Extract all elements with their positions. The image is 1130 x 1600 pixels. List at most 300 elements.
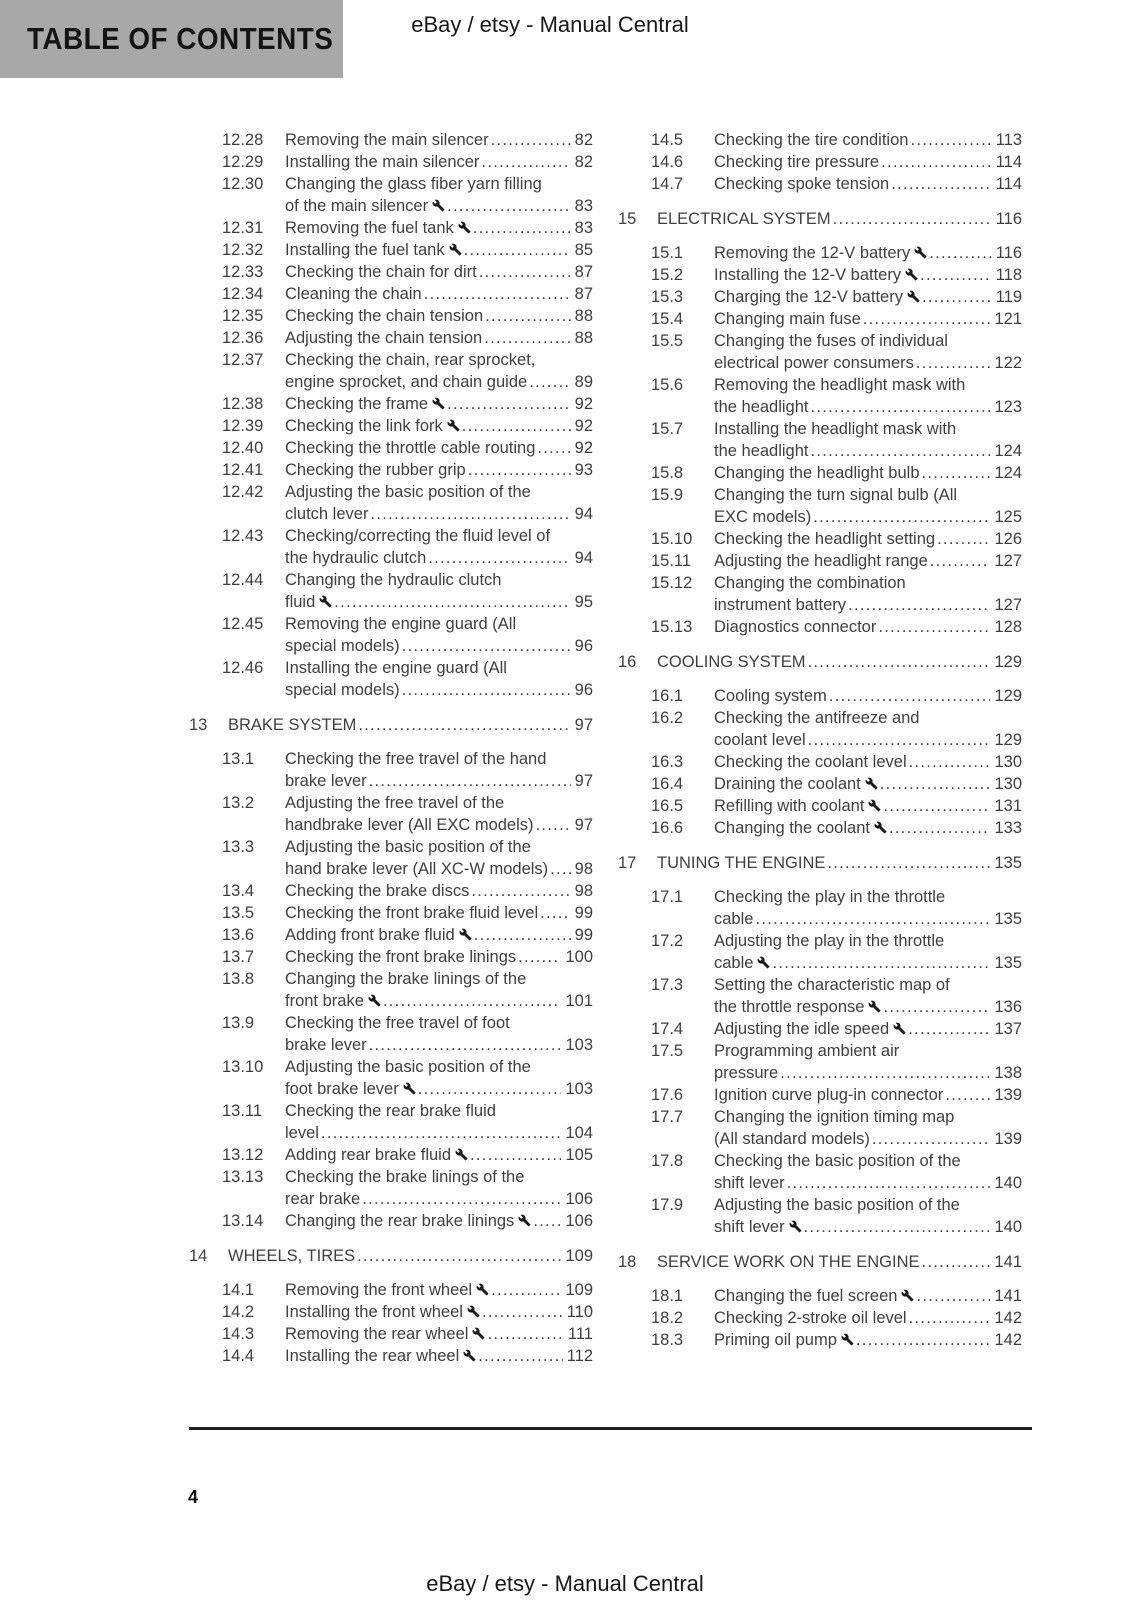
wrench-icon: [459, 928, 472, 941]
toc-entry-body: [714, 1106, 1022, 1150]
toc-entry-title: Installing the 12-V battery: [714, 264, 918, 286]
toc-entry-title: COOLING SYSTEM: [657, 653, 806, 671]
toc-entry-number: 17: [618, 854, 637, 872]
toc-entry-line: Setting the characteristic map of: [714, 976, 950, 994]
toc-item-entry: [189, 880, 593, 902]
toc-entry-body: [657, 1251, 1022, 1273]
toc-item-entry: [189, 569, 593, 613]
toc-entry-last-line: [285, 591, 593, 613]
toc-entry-page: 128: [994, 618, 1022, 636]
toc-entry-title: brake lever: [285, 1036, 367, 1054]
dot-leader: [428, 547, 570, 569]
toc-entry-line: Checking/correcting the fluid level of: [285, 527, 551, 545]
toc-entry-line: Checking the rear brake fluid: [285, 1102, 496, 1120]
toc-entry-line: Adjusting the basic position of the: [285, 838, 531, 856]
toc-item-entry: [189, 1166, 593, 1210]
toc-item-entry: [618, 418, 1022, 462]
toc-entry-last-line: [714, 594, 1022, 616]
toc-entry-last-line: [714, 242, 1022, 264]
toc-entry-body: [714, 1084, 1022, 1106]
toc-entry-page: 87: [574, 285, 593, 303]
dot-leader: [358, 714, 570, 736]
toc-entry-number: 14.4: [222, 1347, 255, 1365]
toc-entry-title: Removing the fuel tank: [285, 217, 471, 239]
toc-entry-page: 142: [994, 1309, 1022, 1327]
toc-entry-number: 16.6: [651, 819, 684, 837]
toc-entry-body: [285, 1301, 593, 1323]
toc-entry-page: 103: [565, 1036, 593, 1054]
toc-item-entry: [618, 974, 1022, 1018]
toc-entry-last-line: [285, 547, 593, 569]
dot-leader: [811, 396, 991, 418]
toc-item-entry: [618, 550, 1022, 572]
toc-entry-body: [714, 374, 1022, 418]
toc-entry-body: [714, 462, 1022, 484]
toc-entry-line: Changing the hydraulic clutch: [285, 571, 502, 589]
toc-entry-title: Removing the rear wheel: [285, 1323, 485, 1345]
toc-entry-page: 135: [994, 854, 1022, 872]
toc-entry-last-line: [285, 195, 593, 217]
toc-entry-title: fluid: [285, 591, 332, 613]
dot-leader: [891, 173, 991, 195]
toc-entry-page: 140: [994, 1218, 1022, 1236]
toc-entry-page: 105: [565, 1146, 593, 1164]
toc-entry-page: 99: [574, 904, 593, 922]
toc-item-entry: [618, 817, 1022, 839]
toc-entry-body: [285, 1166, 593, 1210]
dot-leader: [529, 371, 570, 393]
dot-leader: [402, 679, 571, 701]
toc-entry-title: WHEELS, TIRES: [228, 1247, 356, 1265]
page-title: TABLE OF CONTENTS: [27, 21, 334, 56]
dot-leader: [471, 880, 570, 902]
toc-entry-body: [285, 305, 593, 327]
toc-entry-title: Changing the fuel screen: [714, 1285, 914, 1307]
toc-entry-last-line: [285, 902, 593, 924]
toc-item-entry: [189, 1323, 593, 1345]
toc-entry-last-line: [714, 1128, 1022, 1150]
toc-entry-title: pressure: [714, 1064, 779, 1082]
toc-entry-last-line: [714, 151, 1022, 173]
toc-entry-body: [285, 349, 593, 393]
dot-leader: [491, 1279, 561, 1301]
toc-entry-body: [285, 327, 593, 349]
dot-leader: [482, 1301, 563, 1323]
toc-entry-number: 14.3: [222, 1325, 255, 1343]
toc-entry-line: Installing the engine guard (All: [285, 659, 507, 677]
toc-entry-line: Removing the engine guard (All: [285, 615, 517, 633]
dot-leader: [780, 1062, 990, 1084]
dot-leader: [910, 129, 991, 151]
toc-item-entry: [189, 657, 593, 701]
toc-entry-title: Checking the tire condition: [714, 131, 909, 149]
toc-entry-last-line: [285, 1345, 593, 1367]
toc-entry-title: electrical power consumers: [714, 354, 914, 372]
toc-entry-body: [714, 707, 1022, 751]
toc-entry-title: Checking the link fork: [285, 415, 460, 437]
toc-entry-number: 15.2: [651, 266, 684, 284]
toc-entry-title: Draining the coolant: [714, 773, 878, 795]
toc-entry-page: 88: [574, 329, 593, 347]
toc-entry-last-line: [657, 852, 1022, 874]
toc-item-entry: [618, 1040, 1022, 1084]
toc-entry-body: [285, 1323, 593, 1345]
toc-entry-title: cable: [714, 952, 770, 974]
toc-entry-last-line: [285, 946, 593, 968]
toc-entry-page: 94: [574, 505, 593, 523]
toc-entry-page: 101: [565, 992, 593, 1010]
toc-entry-last-line: [714, 996, 1022, 1018]
toc-entry-line: Programming ambient air: [714, 1042, 900, 1060]
toc-entry-line: Checking the antifreeze and: [714, 709, 920, 727]
toc-entry-number: 12.34: [222, 285, 264, 303]
toc-entry-body: [285, 836, 593, 880]
toc-entry-page: 139: [994, 1130, 1022, 1148]
toc-entry-body: [285, 946, 593, 968]
toc-item-entry: [618, 616, 1022, 638]
dot-leader: [916, 1285, 990, 1307]
toc-entry-page: 83: [574, 219, 593, 237]
toc-entry-title: Checking the front brake linings: [285, 948, 517, 966]
toc-item-entry: [189, 1301, 593, 1323]
toc-entry-title: the throttle response: [714, 996, 881, 1018]
toc-entry-body: [657, 852, 1022, 874]
dot-leader: [872, 1128, 991, 1150]
wrench-icon: [458, 221, 471, 234]
toc-item-entry: [618, 374, 1022, 418]
toc-entry-last-line: [714, 795, 1022, 817]
dot-leader: [883, 795, 990, 817]
toc-entry-number: 17.4: [651, 1020, 684, 1038]
toc-entry-last-line: [714, 1172, 1022, 1194]
toc-entry-line: Checking the brake linings of the: [285, 1168, 525, 1186]
toc-item-entry: [618, 773, 1022, 795]
toc-item-entry: [189, 217, 593, 239]
toc-entry-number: 12.39: [222, 417, 264, 435]
toc-entry-page: 122: [994, 354, 1022, 372]
toc-entry-last-line: [714, 308, 1022, 330]
toc-item-entry: [618, 1106, 1022, 1150]
dot-leader: [537, 437, 570, 459]
toc-entry-line: Checking the free travel of foot: [285, 1014, 510, 1032]
toc-entry-title: Checking the throttle cable routing: [285, 439, 536, 457]
toc-entry-last-line: [714, 817, 1022, 839]
toc-entry-number: 12.44: [222, 571, 264, 589]
toc-entry-page: 127: [994, 596, 1022, 614]
toc-entry-number: 13.14: [222, 1212, 264, 1230]
toc-column-left: [189, 129, 593, 1367]
wrench-icon: [476, 1283, 489, 1296]
toc-entry-last-line: [285, 814, 593, 836]
toc-entry-body: [714, 286, 1022, 308]
toc-entry-number: 14.1: [222, 1281, 255, 1299]
toc-entry-title: Adding rear brake fluid: [285, 1144, 468, 1166]
toc-entry-page: 111: [567, 1325, 593, 1343]
toc-entry-title: ELECTRICAL SYSTEM: [657, 210, 831, 228]
dot-leader: [811, 440, 991, 462]
toc-entry-number: 13.3: [222, 838, 255, 856]
toc-entry-number: 13.2: [222, 794, 255, 812]
toc-section-entry: [618, 1251, 1022, 1273]
dot-leader: [878, 616, 990, 638]
toc-entry-last-line: [285, 415, 593, 437]
toc-entry-page: 95: [574, 593, 593, 611]
toc-item-entry: [618, 308, 1022, 330]
toc-item-entry: [189, 613, 593, 657]
dot-leader: [908, 1018, 990, 1040]
toc-entry-number: 15.11: [651, 552, 692, 570]
toc-entry-body: [714, 930, 1022, 974]
toc-entry-page: 109: [565, 1247, 593, 1265]
toc-entry-number: 17.7: [651, 1108, 684, 1126]
toc-entry-number: 13.4: [222, 882, 255, 900]
toc-entry-body: [714, 173, 1022, 195]
document-title-header: eBay / etsy - Manual Central: [411, 12, 689, 37]
toc-entry-number: 15.13: [651, 618, 693, 636]
dot-leader: [909, 751, 991, 773]
toc-item-entry: [189, 459, 593, 481]
toc-item-entry: [189, 129, 593, 151]
toc-entry-body: [285, 792, 593, 836]
dot-leader: [930, 550, 991, 572]
toc-entry-number: 12.38: [222, 395, 264, 413]
toc-entry-page: 124: [994, 464, 1022, 482]
toc-entry-number: 13.13: [222, 1168, 264, 1186]
toc-entry-page: 97: [574, 716, 593, 734]
toc-entry-title: Ignition curve plug-in connector: [714, 1086, 944, 1104]
toc-item-entry: [189, 1210, 593, 1232]
toc-item-entry: [618, 129, 1022, 151]
dot-leader: [755, 908, 990, 930]
toc-item-entry: [618, 264, 1022, 286]
toc-item-entry: [189, 924, 593, 946]
toc-entry-last-line: [285, 261, 593, 283]
toc-entry-line: Checking the basic position of the: [714, 1152, 961, 1170]
toc-entry-title: Removing the front wheel: [285, 1279, 489, 1301]
toc-entry-body: [714, 1018, 1022, 1040]
toc-item-entry: [189, 946, 593, 968]
dot-leader: [929, 242, 991, 264]
toc-entry-page: 137: [994, 1020, 1022, 1038]
toc-entry-page: 113: [995, 131, 1022, 149]
toc-entry-last-line: [228, 714, 593, 736]
toc-entry-title: of the main silencer: [285, 195, 445, 217]
toc-entry-title: Adding front brake fluid: [285, 924, 472, 946]
dot-leader: [473, 217, 571, 239]
toc-item-entry: [189, 173, 593, 217]
toc-entry-page: 123: [994, 398, 1022, 416]
toc-entry-body: [285, 924, 593, 946]
toc-entry-page: 97: [574, 772, 593, 790]
toc-entry-title: Cleaning the chain: [285, 285, 422, 303]
toc-entry-body: [285, 239, 593, 261]
toc-entry-title: Changing the rear brake linings: [285, 1210, 531, 1232]
toc-entry-line: Changing the turn signal bulb (All: [714, 486, 958, 504]
toc-item-entry: [618, 930, 1022, 974]
toc-section-entry: [618, 852, 1022, 874]
toc-entry-last-line: [714, 952, 1022, 974]
toc-entry-page: 87: [574, 263, 593, 281]
toc-item-entry: [618, 886, 1022, 930]
dot-leader: [485, 305, 571, 327]
toc-item-entry: [618, 462, 1022, 484]
toc-entry-body: [228, 1245, 593, 1267]
toc-entry-title: Checking the chain for dirt: [285, 263, 477, 281]
toc-entry-body: [285, 415, 593, 437]
toc-entry-number: 17.5: [651, 1042, 684, 1060]
toc-entry-last-line: [285, 217, 593, 239]
toc-entry-title: Adjusting the chain tension: [285, 329, 483, 347]
toc-entry-title: Checking the front brake fluid level: [285, 904, 539, 922]
dot-leader: [383, 990, 562, 1012]
wrench-icon: [893, 1022, 906, 1035]
toc-entry-title: Changing the headlight bulb: [714, 464, 920, 482]
toc-entry-last-line: [714, 528, 1022, 550]
toc-entry-body: [657, 208, 1022, 230]
toc-entry-body: [714, 418, 1022, 462]
toc-entry-number: 16: [618, 653, 637, 671]
toc-entry-page: 126: [994, 530, 1022, 548]
dot-leader: [848, 594, 990, 616]
wrench-icon: [901, 1289, 914, 1302]
toc-entry-body: [714, 1307, 1022, 1329]
dot-leader: [540, 902, 571, 924]
toc-entry-title: shift lever: [714, 1216, 802, 1238]
toc-item-entry: [189, 327, 593, 349]
toc-item-entry: [189, 283, 593, 305]
toc-item-entry: [189, 902, 593, 924]
toc-entry-title: cable: [714, 910, 754, 928]
toc-entry-body: [285, 1279, 593, 1301]
toc-entry-last-line: [714, 173, 1022, 195]
toc-entry-last-line: [285, 1034, 593, 1056]
toc-item-entry: [189, 1100, 593, 1144]
toc-entry-title: handbrake lever (All EXC models): [285, 816, 534, 834]
toc-entry-page: 142: [994, 1331, 1022, 1349]
toc-entry-body: [714, 616, 1022, 638]
toc-entry-number: 13.1: [222, 750, 255, 768]
toc-entry-body: [285, 437, 593, 459]
toc-entry-number: 15.6: [651, 376, 684, 394]
toc-entry-title: Charging the 12-V battery: [714, 286, 920, 308]
toc-entry-body: [285, 261, 593, 283]
toc-entry-body: [714, 1329, 1022, 1351]
wrench-icon: [472, 1327, 485, 1340]
toc-entry-last-line: [285, 1323, 593, 1345]
toc-entry-number: 12.33: [222, 263, 264, 281]
toc-entry-number: 17.1: [651, 888, 684, 906]
toc-entry-title: shift lever: [714, 1174, 785, 1192]
toc-section-entry: [618, 651, 1022, 673]
toc-entry-page: 97: [574, 816, 593, 834]
toc-entry-body: [714, 795, 1022, 817]
toc-entry-last-line: [714, 352, 1022, 374]
toc-item-entry: [189, 481, 593, 525]
toc-entry-line: Changing the brake linings of the: [285, 970, 527, 988]
toc-entry-title: the headlight: [714, 442, 809, 460]
dot-leader: [920, 264, 992, 286]
dot-leader: [478, 1345, 562, 1367]
wrench-icon: [319, 595, 332, 608]
toc-entry-number: 15.5: [651, 332, 684, 350]
toc-entry-number: 17.3: [651, 976, 684, 994]
toc-entry-number: 14.5: [651, 131, 684, 149]
toc-entry-title: rear brake: [285, 1190, 361, 1208]
toc-entry-last-line: [285, 503, 593, 525]
toc-entry-title: Adjusting the headlight range: [714, 552, 928, 570]
toc-entry-title: Diagnostics connector: [714, 618, 877, 636]
toc-entry-last-line: [285, 1188, 593, 1210]
toc-entry-title: Refilling with coolant: [714, 795, 881, 817]
toc-entry-title: level: [285, 1124, 319, 1142]
toc-entry-body: [285, 525, 593, 569]
toc-entry-page: 96: [574, 637, 593, 655]
dot-leader: [370, 503, 570, 525]
toc-entry-title: instrument battery: [714, 596, 847, 614]
toc-entry-number: 12.32: [222, 241, 264, 259]
toc-entry-number: 16.3: [651, 753, 684, 771]
toc-entry-number: 15.7: [651, 420, 684, 438]
toc-entry-page: 94: [574, 549, 593, 567]
toc-entry-title: Checking the brake discs: [285, 882, 470, 900]
toc-entry-last-line: [714, 685, 1022, 707]
toc-entry-number: 12.36: [222, 329, 264, 347]
toc-entry-title: Removing the main silencer: [285, 131, 489, 149]
toc-entry-body: [285, 1345, 593, 1367]
toc-entry-line: Checking the play in the throttle: [714, 888, 946, 906]
toc-entry-last-line: [714, 616, 1022, 638]
toc-entry-last-line: [285, 770, 593, 792]
dot-leader: [418, 1078, 562, 1100]
toc-item-entry: [189, 525, 593, 569]
wrench-icon: [874, 821, 887, 834]
toc-entry-body: [285, 459, 593, 481]
toc-item-entry: [618, 1329, 1022, 1351]
dot-leader: [833, 208, 992, 230]
toc-entry-page: 104: [565, 1124, 593, 1142]
wrench-icon: [905, 268, 918, 281]
toc-entry-page: 82: [574, 153, 593, 171]
toc-entry-title: Priming oil pump: [714, 1329, 854, 1351]
toc-entry-page: 129: [994, 731, 1022, 749]
toc-entry-page: 92: [574, 395, 593, 413]
toc-entry-number: 13.5: [222, 904, 255, 922]
toc-entry-number: 13.8: [222, 970, 255, 988]
toc-entry-body: [657, 651, 1022, 673]
toc-entry-page: 138: [994, 1064, 1022, 1082]
toc-entry-number: 18.2: [651, 1309, 684, 1327]
toc-item-entry: [618, 528, 1022, 550]
toc-entry-last-line: [714, 1062, 1022, 1084]
toc-entry-last-line: [714, 506, 1022, 528]
toc-entry-page: 139: [994, 1086, 1022, 1104]
toc-entry-page: 98: [574, 882, 593, 900]
toc-item-entry: [618, 751, 1022, 773]
toc-entry-last-line: [285, 459, 593, 481]
toc-entry-line: Changing the combination: [714, 574, 906, 592]
toc-entry-line: Checking the chain, rear sprocket,: [285, 351, 536, 369]
toc-section-entry: [189, 1245, 593, 1267]
toc-entry-last-line: [285, 327, 593, 349]
dot-leader: [447, 195, 571, 217]
toc-entry-title: Checking tire pressure: [714, 153, 880, 171]
toc-entry-last-line: [714, 286, 1022, 308]
toc-entry-title: Adjusting the idle speed: [714, 1018, 906, 1040]
dot-leader: [474, 924, 571, 946]
wrench-icon: [914, 246, 927, 259]
toc-entry-body: [228, 714, 593, 736]
toc-entry-last-line: [285, 1122, 593, 1144]
